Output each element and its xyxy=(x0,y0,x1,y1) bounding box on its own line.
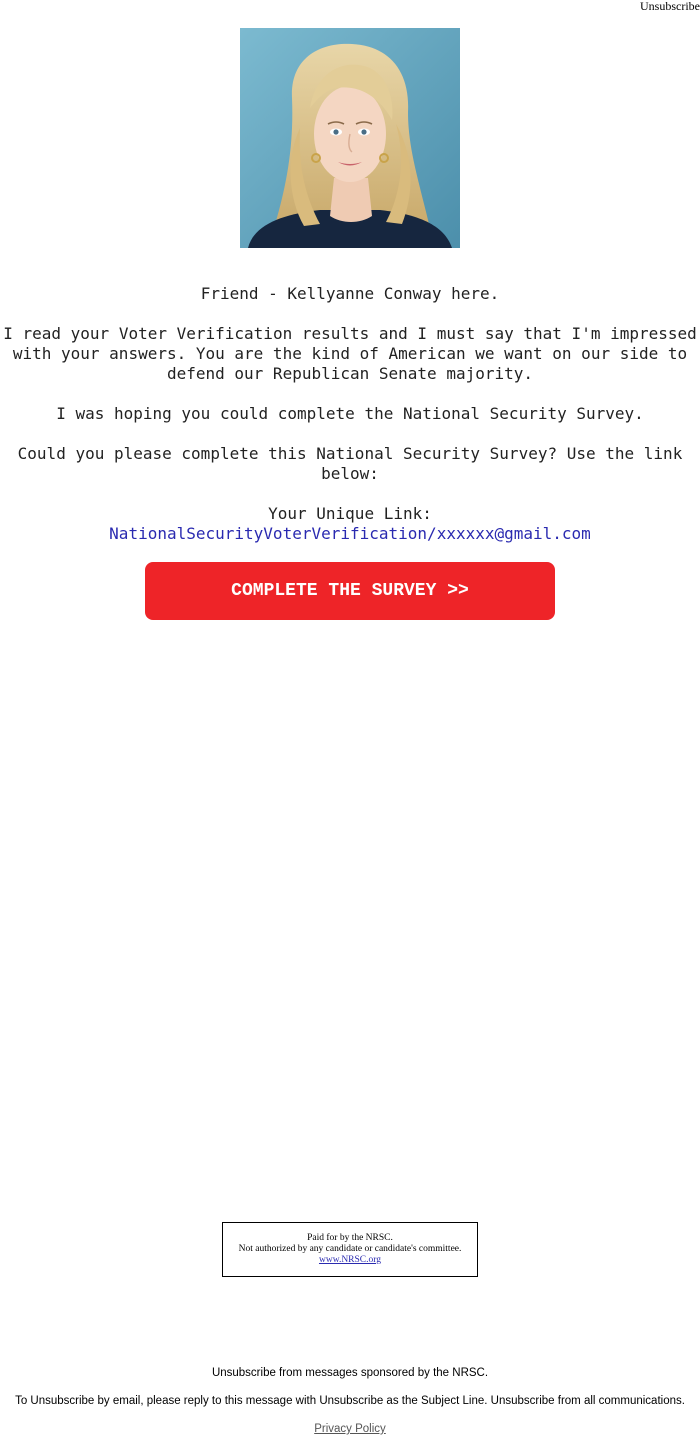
message-paragraph-1: I read your Voter Verification results and I must say that I'm impressed with your answers. You are the kind of American we want on our side to defend our Republican Senate majority. xyxy=(3,324,697,383)
footer-unsubscribe-instructions[interactable]: To Unsubscribe by email, please reply to this message with Unsubscribe as the Subject Line. Unsubscribe from all communications. xyxy=(15,1395,685,1407)
not-authorized-line: Not authorized by any candidate or candidate's committee. xyxy=(238,1244,462,1254)
footer-unsubscribe-text[interactable]: Unsubscribe from messages sponsored by the NRSC. xyxy=(211,1367,489,1379)
complete-survey-button[interactable]: COMPLETE THE SURVEY >> xyxy=(145,562,555,620)
privacy-policy-link[interactable]: Privacy Policy xyxy=(314,1423,386,1435)
paid-for-line: Paid for by the NRSC. xyxy=(307,1233,393,1243)
unique-link[interactable]: NationalSecurityVoterVerification/xxxxxx@gmail.com xyxy=(109,524,591,543)
portrait-illustration xyxy=(240,28,460,248)
unique-link-block xyxy=(0,504,700,544)
greeting-text: Friend - Kellyanne Conway here. xyxy=(200,284,500,303)
message-body xyxy=(0,284,700,544)
footer-privacy xyxy=(0,1423,700,1435)
nrsc-website-link[interactable]: www.NRSC.org xyxy=(318,1255,382,1265)
message-paragraph-3: Could you please complete this National Security Survey? Use the link below: xyxy=(17,444,683,483)
unsubscribe-link-top[interactable]: Unsubscribe xyxy=(640,0,700,13)
unique-link-label: Your Unique Link: xyxy=(268,504,432,523)
paid-for-disclaimer xyxy=(222,1222,478,1277)
message-paragraph-2: I was hoping you could complete the National Security Survey. xyxy=(56,404,644,423)
portrait-photo xyxy=(240,28,460,248)
